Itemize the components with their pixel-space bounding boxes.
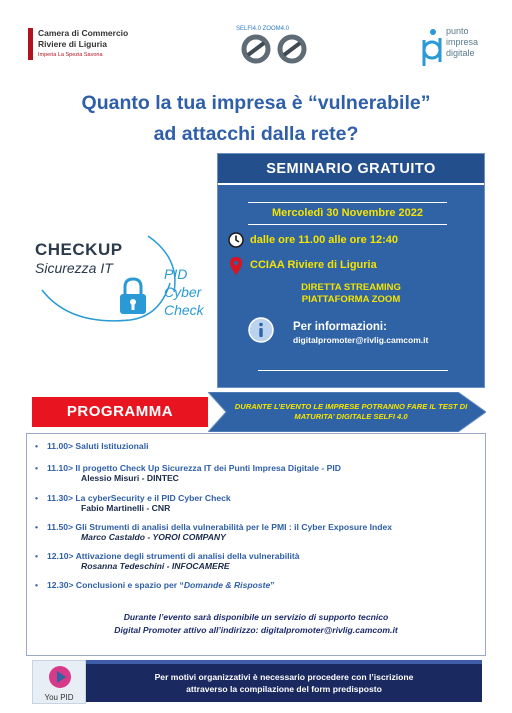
chamber-name-line2: Riviere di Liguria — [38, 39, 107, 49]
selfi-zoom-icon — [240, 34, 310, 64]
you-pid-logo[interactable] — [32, 660, 86, 704]
registration-line2: attraverso la compilazione del form predisposto — [186, 684, 382, 694]
checkup-subtitle: Sicurezza IT — [35, 260, 113, 276]
agenda-speaker: Rosanna Tedeschini - INFOCAMERE — [81, 561, 230, 571]
chamber-of-commerce-logo — [28, 26, 158, 64]
notice-text: DURANTE L’EVENTO LE IMPRESE POTRANNO FARE IL TEST DI MATURITA’ DIGITALE SELFI 4.0 — [234, 402, 468, 421]
agenda-item: • 12.30> Conclusioni e spazio per “Domande & Risposte” — [35, 580, 275, 590]
agenda-item-title-suffix: ” — [270, 580, 275, 590]
chamber-logo-bar — [28, 28, 33, 60]
info-email[interactable]: digitalpromoter@rivlig.camcom.it — [293, 335, 429, 345]
info-title: Per informazioni: — [293, 321, 387, 333]
checkup-logo — [30, 228, 218, 338]
pid-icon — [420, 28, 444, 68]
chamber-name-line1: Camera di Commercio — [38, 28, 129, 38]
seminar-heading: SEMINARIO GRATUITO — [218, 154, 484, 185]
pid-cyber-check-line2: Cyber — [164, 284, 202, 300]
event-location-row — [228, 257, 478, 277]
registration-line1: Per motivi organizzativi è necessario procedere con l’iscrizione — [154, 672, 414, 682]
you-pid-label: You PID — [44, 693, 74, 702]
clock-icon — [228, 232, 244, 248]
agenda-item-title: 11.00> Saluti Istituzionali — [47, 441, 149, 451]
pid-cyber-check-line1: PID — [164, 266, 188, 282]
pid-text-line3: digitale — [446, 48, 475, 58]
streaming-line1: DIRETTA STREAMING — [301, 282, 401, 293]
pid-text-line2: impresa — [446, 37, 479, 47]
seminar-info-panel — [217, 153, 485, 388]
selfi-zoom-label: SELFI4.0 ZOOM4.0 — [236, 26, 290, 32]
agenda-item-title: 11.50> Gli Strumenti di analisi della vulnerabilità per le PMI : il Cyber Exposure Index — [47, 522, 393, 532]
support-line2: Digital Promoter attivo all’indirizzo: digitalpromoter@rivlig.camcom.it — [114, 625, 398, 635]
programma-heading: PROGRAMMA — [32, 397, 208, 427]
pid-cyber-check-line3: Check — [164, 302, 204, 318]
agenda-item: • 11.50> Gli Strumenti di analisi della vulnerabilità per le PMI : il Cyber Exposure Index Marco Castaldo - YOROI COMPANY — [35, 522, 485, 542]
event-location: CCIAA Riviere di Liguria — [250, 259, 377, 271]
agenda-item-title-quote: Domande & Risposte — [183, 580, 271, 590]
agenda-item: • 11.10> Il progetto Check Up Sicurezza IT dei Punti Impresa Digitale - PID Alessio Misuri - DINTEC — [35, 463, 485, 483]
page-title-line2: ad attacchi dalla rete? — [153, 123, 359, 145]
panel-divider — [258, 370, 448, 371]
event-time-row — [228, 232, 478, 252]
registration-notice — [86, 660, 482, 702]
location-pin-icon — [230, 257, 242, 275]
play-icon — [48, 665, 72, 689]
agenda-item-title-prefix: 12.30> Conclusioni e spazio per “ — [47, 580, 184, 590]
selfi-test-notice — [208, 392, 486, 432]
padlock-icon — [116, 276, 150, 318]
info-icon — [248, 317, 274, 343]
support-line1: Durante l’evento sarà disponibile un servizio di supporto tecnico — [123, 612, 389, 622]
agenda-item-title: 11.10> Il progetto Check Up Sicurezza IT dei Punti Impresa Digitale - PID — [47, 463, 341, 473]
agenda-item: • 12.10> Attivazione degli strumenti di analisi della vulnerabilità Rosanna Tedeschini - INFOCAMERE — [35, 551, 485, 571]
agenda-item-title: 11.30> La cyberSecurity e il PID Cyber Check — [47, 493, 231, 503]
agenda-item-title: 12.10> Attivazione degli strumenti di analisi della vulnerabilità — [47, 551, 300, 561]
agenda-speaker: Fabio Martinelli - CNR — [81, 503, 171, 513]
agenda-speaker: Alessio Misuri - DINTEC — [81, 473, 179, 483]
punto-impresa-digitale-logo — [420, 24, 505, 68]
selfi-zoom-logo — [236, 24, 314, 66]
streaming-line2: PIATTAFORMA ZOOM — [301, 294, 401, 305]
agenda-speaker: Marco Castaldo - YOROI COMPANY — [81, 532, 226, 542]
agenda-box — [26, 433, 486, 656]
agenda-item: • 11.00> Saluti Istituzionali — [35, 441, 149, 451]
pid-text-line1: punto — [446, 26, 469, 36]
page-title-line1: Quanto la tua impresa è “vulnerabile” — [81, 92, 431, 114]
agenda-item: • 11.30> La cyberSecurity e il PID Cyber Check Fabio Martinelli - CNR — [35, 493, 485, 513]
checkup-word: CHECKUP — [35, 240, 123, 259]
chamber-provinces: Imperia La Spezia Savona — [38, 52, 103, 58]
event-time: dalle ore 11.00 alle ore 12:40 — [250, 234, 398, 246]
event-date: Mercoledì 30 Novembre 2022 — [248, 202, 447, 225]
